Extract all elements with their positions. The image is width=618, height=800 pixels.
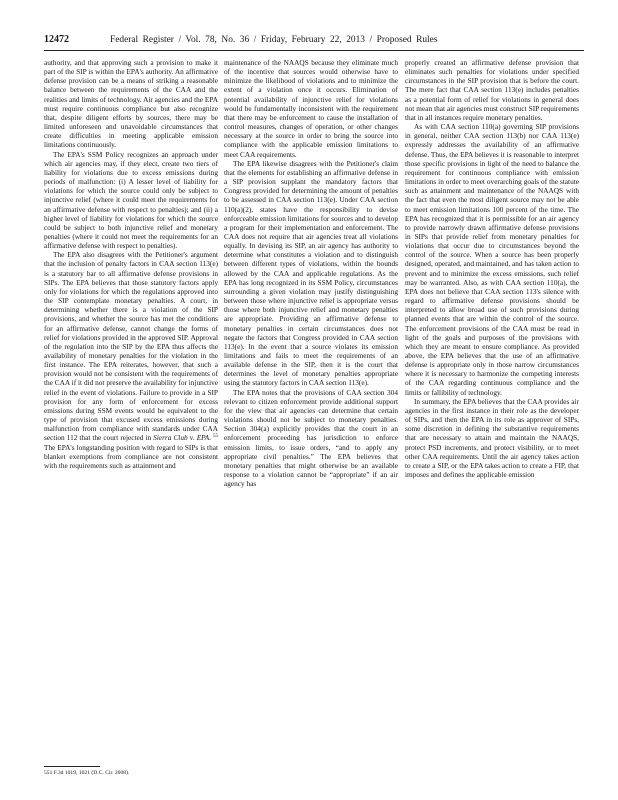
paragraph xyxy=(44,250,218,470)
paragraph-text: The EPA's longstanding position with regard to SIPs is that blanket exemptions from compliance are not consistent with the requirements such as attainment and xyxy=(44,442,218,470)
paragraph: The EPA likewise disagrees with the Petitioner's claim that the elements for establishing an affirmative defense in a SIP provision supplant the mandatory factors that Congress provided for determining the amount of penalties to be assessed in CAA section 113(e). Under CAA section 110(a)(2), states have the responsibility to devise enforceable emission limitations for sources and to develop a program for their implementation and enforcement. The CAA does not require that air agencies treat all violations equally. In devising its SIP, an air agency has authority to determine what constitutes a violation and to distinguish between different types of violations, within the bounds allowed by the CAA and applicable regulations. As the EPA has long recognized in its SSM Policy, circumstances surrounding a given violation may justify distinguishing between those where injunctive relief is appropriate versus those where both injunctive relief and monetary penalties are appropriate. Providing an affirmative defense to monetary penalties in certain circumstances does not negate the factors that Congress provided in CAA section 113(e). In the event that a source violates its emission limitations and fails to meet the requirements of an available defense in the SIP, then it is the court that determines the level of monetary penalties appropriate using the statutory factors in CAA section 113(e). xyxy=(224,158,398,388)
paragraph: The EPA's SSM Policy recognizes an approach under which air agencies may, if they elect, create two tiers of liability for violations due to excess emissions during periods of malfunction: (i) A lesser level of liability for violations for which the source could only be subject to injunctive relief (where it could meet the requirements for an affirmative defense with respect to penalties); and (ii) a higher level of liability for violations for which the source could be subject to both injunctive relief and monetary penalties (where it could not meet the requirements for an affirmative defense with respect to penalties). xyxy=(44,149,218,251)
header-rule xyxy=(44,50,584,51)
case-party: EPA xyxy=(196,433,210,443)
case-name: Sierra Club xyxy=(153,433,188,443)
paragraph: The EPA notes that the provisions of CAA section 304 relevant to citizen enforcement provide additional support for the view that air agencies can determine that certain violations should not be subject to monetary penalties. Section 304(a) explicitly provides that the court in an enforcement proceeding has jurisdiction to enforce emission limits, to issue orders, “and to apply any appropriate civil penalties.” The EPA believes that monetary penalties that might otherwise be an available response to a violation cannot be “appropriate” if an air agency has xyxy=(224,387,398,489)
page-number: 12472 xyxy=(44,34,69,45)
paragraph: As with CAA section 110(a) governing SIP provisions in general, neither CAA section 113(b) nor CAA 113(e) expressly addresses the availability of an affirmative defense. Thus, the EPA believes it is reasonable to interpret those specific provisions in light of the need to balance the requirement for continuous compliance with emission limitations in order to meet overarching goals of the statute such as attainment and maintenance of the NAAQS with the fact that even the most diligent source may not be able to meet emission limitations 100 percent of the time. The EPA has recognized that it is permissible for an air agency to provide narrowly drawn affirmative defense provisions in SIPs that provide relief from monetary penalties for violations that occur due to circumstances beyond the control of the source. When a source has been properly designed, operated, and maintained, and has taken action to prevent and to minimize the excess emissions, such relief may be warranted. Also, as with CAA section 110(a), the EPA does not believe that CAA section 113's silence with regard to affirmative defense provisions should be interpreted to allow broad use of such provisions during planned events that are within the control of the source. The enforcement provisions of the CAA must be read in light of the goals and purposes of the provisions with which they are meant to ensure compliance. As provided above, the EPA believes that the use of an affirmative defense is appropriate only in those narrow circumstances where it is necessary to harmonize the competing interests of the CAA regarding continuous compliance and the limits or fallibility of technology. xyxy=(405,122,579,397)
running-head: Federal Register / Vol. 78, No. 36 / Friday, February 22, 2013 / Proposed Rules xyxy=(110,35,438,45)
footnote-rule xyxy=(44,766,100,767)
footnote xyxy=(44,770,218,777)
column-left xyxy=(44,58,218,764)
paragraph: properly created an affirmative defense provision that eliminates such penalties for violations under specified circumstances in the SIP provision that is before the court. The mere fact that CAA section 113(e) includes penalties as a potential form of relief for violations in general does not mean that air agencies must construct SIP requirements that in all instances require monetary penalties. xyxy=(405,58,579,122)
sentence-separator: . xyxy=(209,433,213,443)
paragraph: In summary, the EPA believes that the CAA provides air agencies in the first instance in their role as the developer of SIPs, and then the EPA in its role as approver of SIPs, some discretion in defining the substantive requirements that are necessary to attain and maintain the NAAQS, protect PSD increments, and protect visibility, or to meet other CAA requirements. Until the air agency takes action to create a SIP, or the EPA takes action to create a FIP, that imposes and defines the applicable emission xyxy=(405,396,579,480)
footnote-text: 551 F.3d 1019, 1021 (D.C. Cir. 2008). xyxy=(44,770,130,776)
page-header xyxy=(44,34,584,46)
paragraph: maintenance of the NAAQS because they eliminate much of the incentive that sources would otherwise have to minimize the likelihood of violations and to minimize the extent of a violation once it occurs. Elimination of potential availability of injunctive relief for violations would be fundamentally inconsistent with the requirement that there may be enforcement to cause the installation of control measures, changes of operation, or other changes necessary at the source in order to bring the source into compliance with the applicable emission limitations to meet CAA requirements. xyxy=(224,58,398,159)
column-right xyxy=(405,58,579,764)
case-versus: v. xyxy=(187,433,197,443)
paragraph: authority, and that approving such a provision to make it part of the SIP is within the EPA's authority. An affirmative defense provision can be a means of striking a reasonable balance between the requirements of the CAA and the realities and limits of technology. Air agencies and the EPA must require continuous compliance but also recognize that, despite diligent efforts by sources, there may be limited unforeseen and unavoidable circumstances that create difficulties in meeting applicable emission limitations continuously. xyxy=(44,58,218,150)
column-middle xyxy=(224,58,398,764)
paragraph-text: The EPA also disagrees with the Petitioner's argument that the inclusion of penalty factors in CAA section 113(e) is a statutory bar to all affirmative defense provisions in SIPs. The EPA believes that those statutory factors apply only for violations for which the regulations approved into the SIP contemplate monetary penalties. A court, in determining whether there is a violation of the SIP provisions, and whether the source has met the conditions for an affirmative defense, cannot change the forms of relief for violations provided in the approved SIP. Approval of the regulation into the SIP by the EPA thus affects the availability of monetary penalties for the violation in the first instance. The EPA reiterates, however, that such a provision would not be consistent with the requirements of the CAA if it did not preserve the availability for injunctive relief in the event of violations. Failure to provide in a SIP provision for any form of enforcement for excess emissions during SSM events would be equivalent to the type of provision that excused excess emissions during malfunction from compliance with standards under CAA section 112 that the court rejected in xyxy=(44,250,218,443)
footnote-ref: 55 xyxy=(213,434,218,440)
